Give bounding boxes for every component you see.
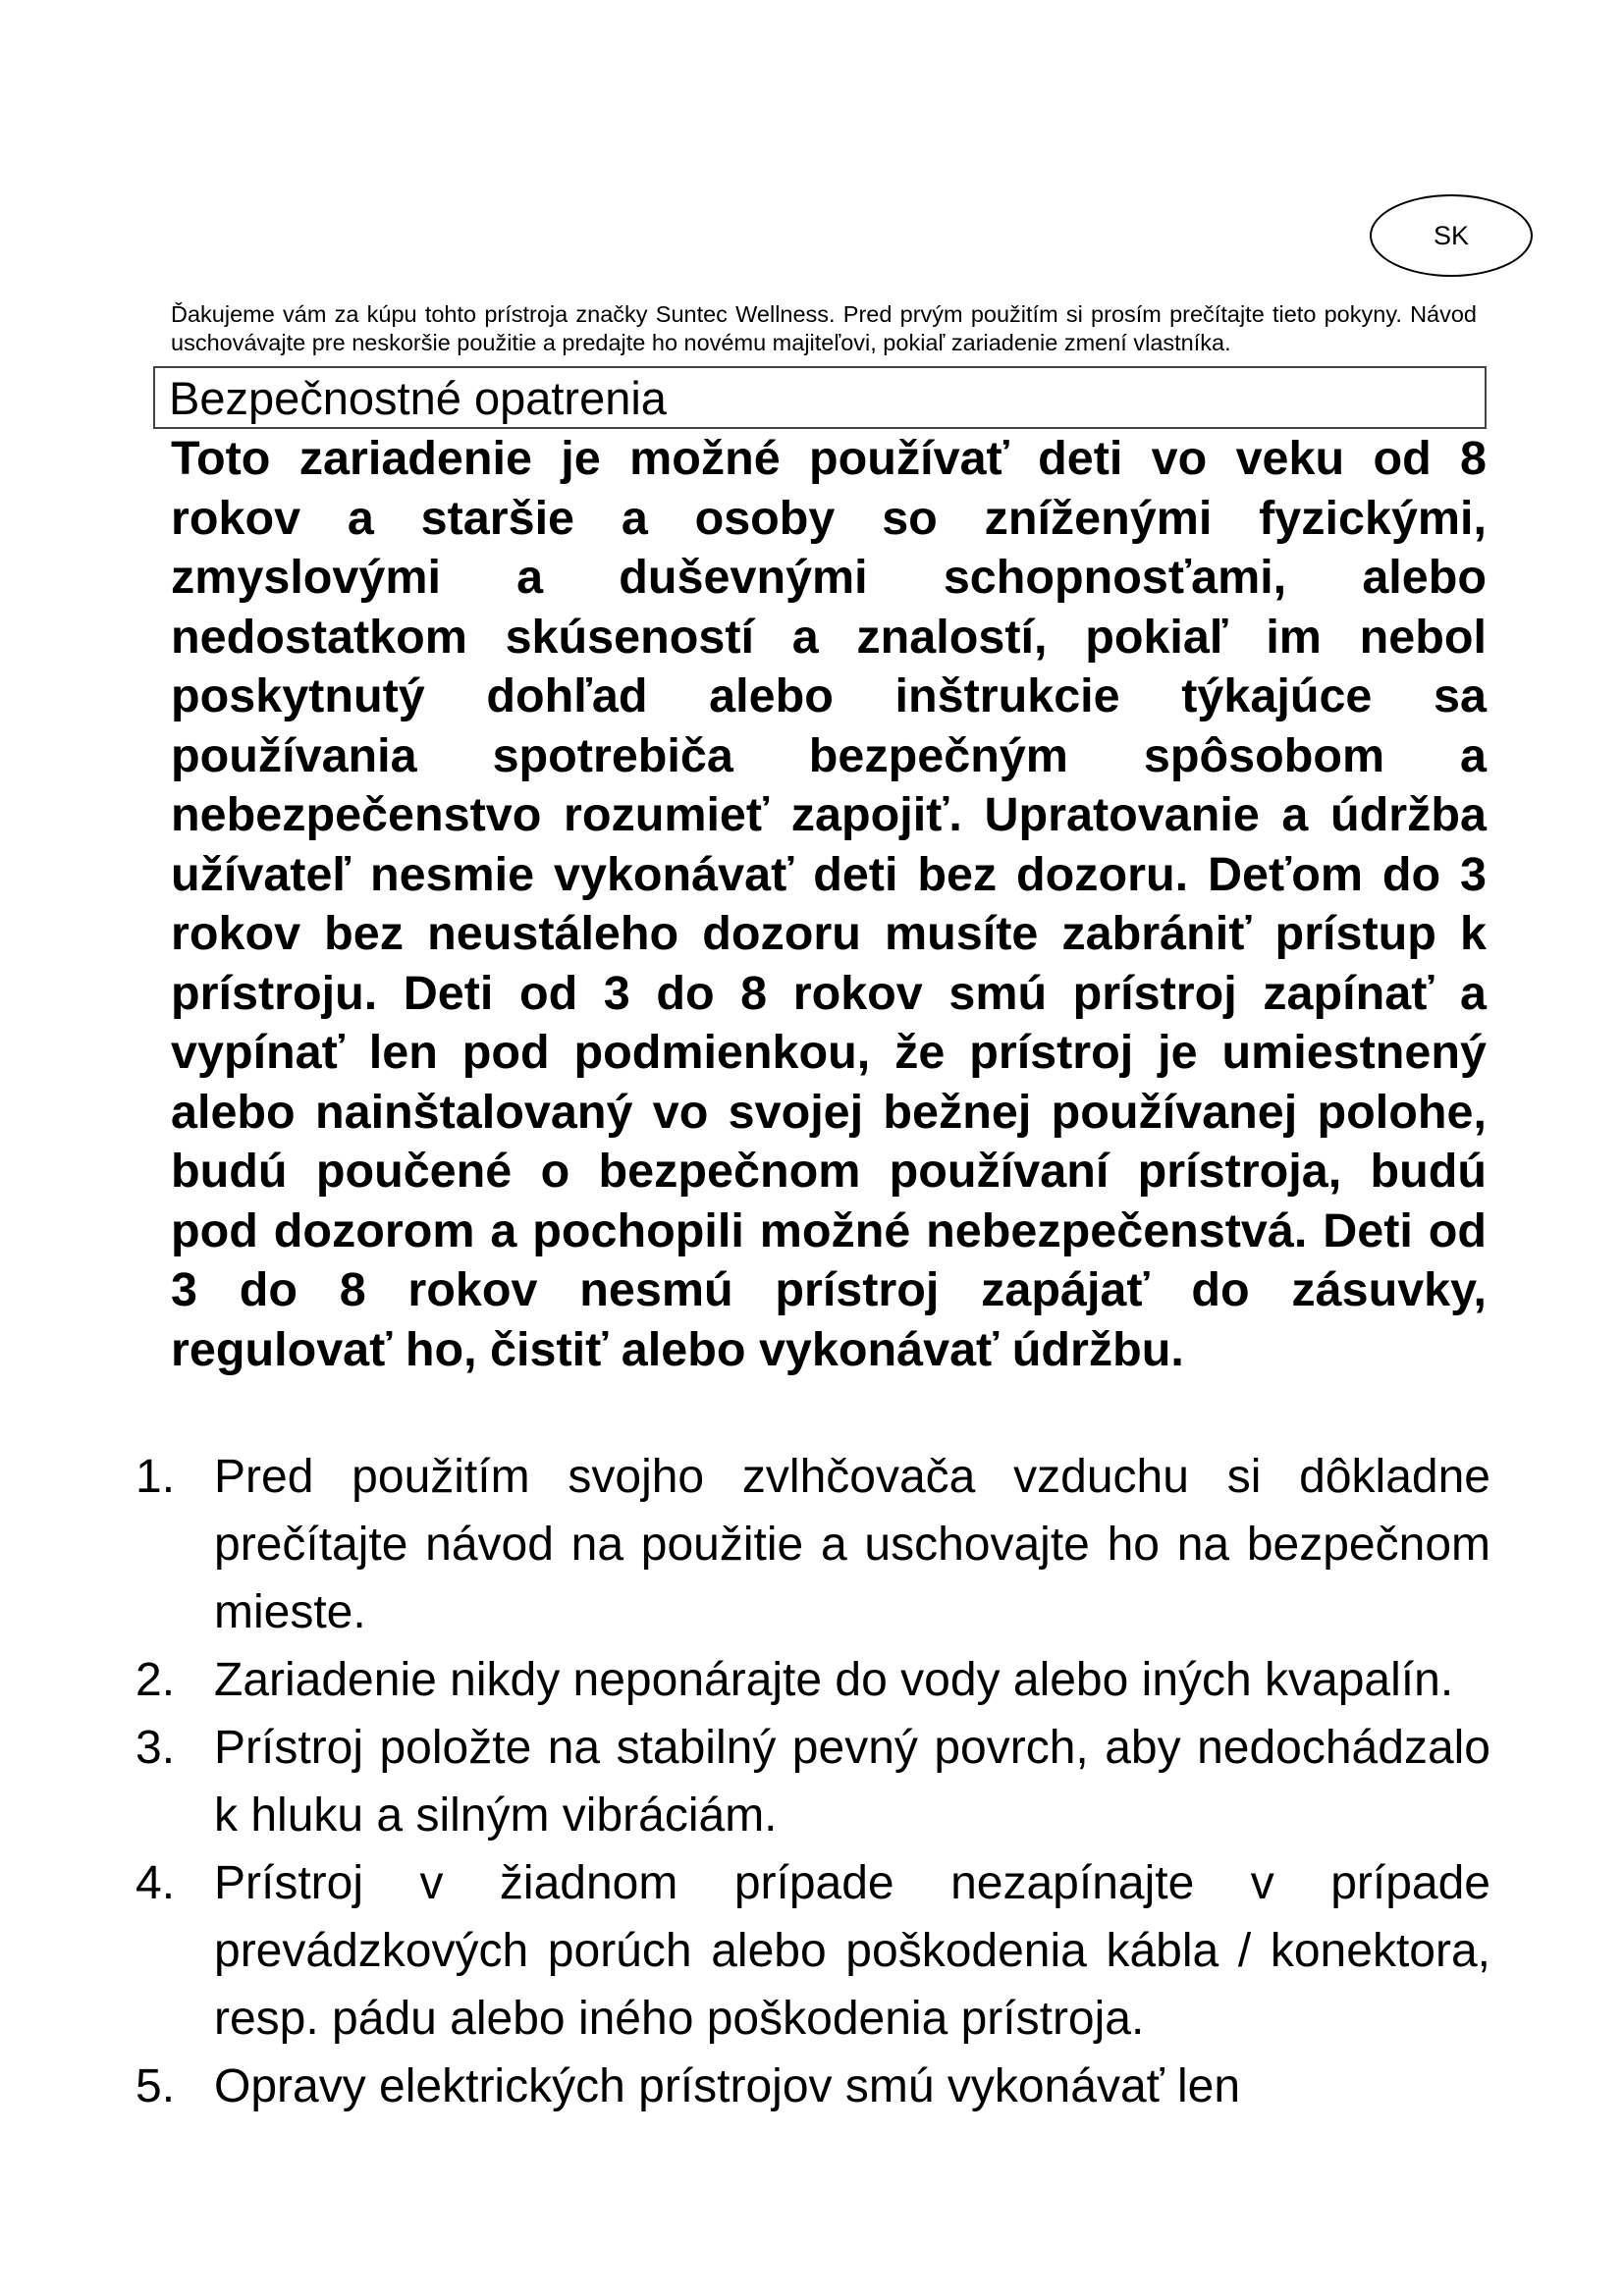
list-item	[135, 1714, 1490, 1849]
step-number: 4.	[135, 1857, 176, 1909]
section-title: Bezpečnostné opatrenia	[169, 372, 667, 424]
section-header	[153, 366, 1487, 429]
step-number: 3.	[135, 1722, 176, 1774]
step-text: Prístroj položte na stabilný pevný povrch, aby nedochádzalo k hluku a silným vibráciám.	[214, 1722, 1490, 1842]
step-text: Opravy elektrických prístrojov smú vykonávať len	[214, 2060, 1241, 2112]
step-number: 5.	[135, 2060, 176, 2112]
step-text: Prístroj v žiadnom prípade nezapínajte v prípade prevádzkových porúch alebo poškodenia kábla / konektora, resp. pádu alebo iného poškodenia prístroja.	[214, 1857, 1490, 2045]
language-badge	[1370, 194, 1533, 277]
language-code: SK	[1433, 220, 1470, 250]
list-item	[135, 1443, 1490, 1646]
safety-steps-list	[135, 1443, 1490, 2120]
step-text: Pred použitím svojho zvlhčovača vzduchu si dôkladne prečítajte návod na použitie a uschovajte ho na bezpečnom mieste.	[214, 1451, 1490, 1638]
list-item	[135, 1849, 1490, 2053]
step-number: 1.	[135, 1451, 176, 1503]
safety-warning: Toto zariadenie je možné používať deti vo veku od 8 rokov a staršie a osoby so zníženými fyzickými, zmyslovými a duševnými schopnosťami, alebo nedostatkom skúseností a znalostí, pokiaľ im nebol poskytnutý dohľad alebo inštrukcie týkajúce sa používania spotrebiča bezpečným spôsobom a nebezpečenstvo rozumieť zapojiť. Upratovanie a údržba užívateľ nesmie vykonávať deti bez dozoru. Deťom do 3 rokov bez neustáleho dozoru musíte zabrániť prístup k prístroju. Deti od 3 do 8 rokov smú prístroj zapínať a vypínať len pod podmienkou, že prístroj je umiestnený alebo nainštalovaný vo svojej bežnej používanej polohe, budú poučené o bezpečnom používaní prístroja, budú pod dozorom a pochopili možné nebezpečenstvá. Deti od 3 do 8 rokov nesmú prístroj zapájať do zásuvky, regulovať ho, čistiť alebo vykonávať údržbu.	[171, 432, 1487, 1376]
intro-text: Ďakujeme vám za kúpu tohto prístroja značky Suntec Wellness. Pred prvým použitím si prosím prečítajte tieto pokyny. Návod uschovávajte pre neskoršie použitie a predajte ho novému majiteľovi, pokiaľ zariadenie zmení vlastníka.	[171, 300, 1477, 355]
step-number: 2.	[135, 1654, 176, 1706]
list-item	[135, 1646, 1490, 1714]
list-item	[135, 2053, 1490, 2120]
step-text: Zariadenie nikdy neponárajte do vody alebo iných kvapalín.	[214, 1654, 1454, 1706]
